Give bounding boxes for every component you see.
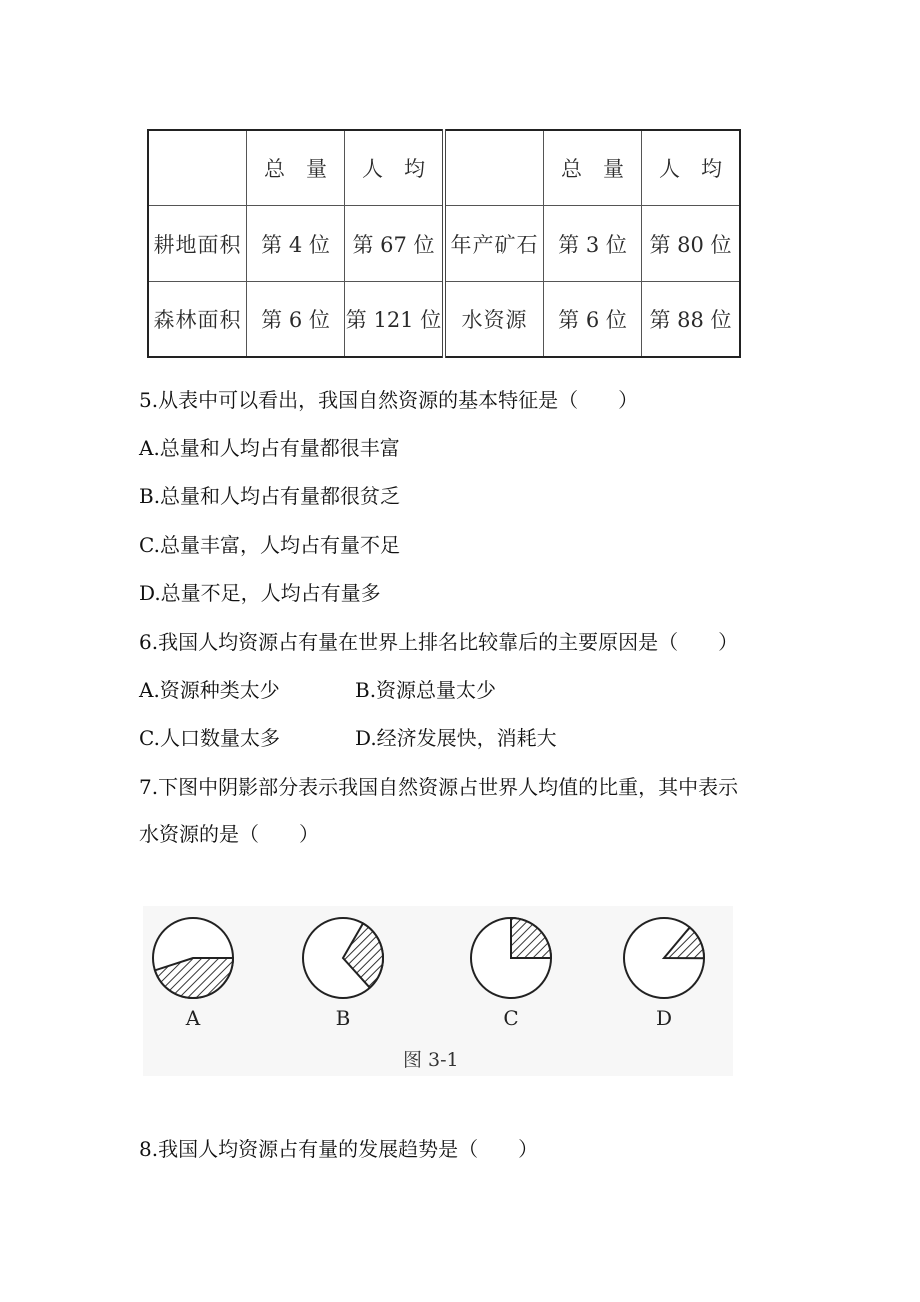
table-header-cell: 总 量 xyxy=(544,130,642,206)
figure-3-1 xyxy=(143,906,733,1076)
table-cell: 年产矿石 xyxy=(444,206,544,282)
question-6-option-c: C.人口数量太多 xyxy=(139,726,280,750)
question-6-stem: 6.我国人均资源占有量在世界上排名比较靠后的主要原因是（ ） xyxy=(139,630,739,654)
pie-c-shaded-sector xyxy=(511,918,551,958)
question-5-option-c: C.总量丰富，人均占有量不足 xyxy=(139,533,400,557)
question-5-option-d: D.总量不足，人均占有量多 xyxy=(139,581,381,605)
table-cell: 水资源 xyxy=(444,282,544,358)
table-header-cell xyxy=(148,130,247,206)
question-7-stem-line2: 水资源的是（ ） xyxy=(139,822,319,846)
table-header-row xyxy=(148,130,740,206)
table-cell: 森林面积 xyxy=(148,282,247,358)
pie-label: A xyxy=(185,1006,201,1030)
table-cell: 第 6 位 xyxy=(247,282,345,358)
table-cell: 耕地面积 xyxy=(148,206,247,282)
table-header-cell: 总 量 xyxy=(247,130,345,206)
table-cell: 第 80 位 xyxy=(642,206,741,282)
question-6-option-a: A.资源种类太少 xyxy=(139,678,280,702)
question-7-stem-line1: 7.下图中阴影部分表示我国自然资源占世界人均值的比重，其中表示 xyxy=(139,775,739,799)
table-cell: 第 3 位 xyxy=(544,206,642,282)
pie-label: C xyxy=(503,1006,519,1030)
table-header-cell: 人 均 xyxy=(642,130,741,206)
question-5-option-b: B.总量和人均占有量都很贫乏 xyxy=(139,484,401,508)
pie-label: B xyxy=(335,1006,351,1030)
table-header-cell: 人 均 xyxy=(345,130,445,206)
table-cell: 第 4 位 xyxy=(247,206,345,282)
question-8-stem: 8.我国人均资源占有量的发展趋势是（ ） xyxy=(139,1137,539,1161)
question-6-option-b: B.资源总量太少 xyxy=(355,678,497,702)
figure-caption: 图 3-1 xyxy=(403,1049,459,1071)
question-5-option-a: A.总量和人均占有量都很丰富 xyxy=(139,436,400,460)
pie-charts-figure xyxy=(143,906,733,1076)
pie-label: D xyxy=(655,1006,673,1030)
table-cell: 第 67 位 xyxy=(345,206,445,282)
table-row xyxy=(148,282,740,358)
resource-ranking-table xyxy=(147,129,741,358)
question-5-stem: 5.从表中可以看出，我国自然资源的基本特征是（ ） xyxy=(139,388,639,412)
table-cell: 第 88 位 xyxy=(642,282,741,358)
table-cell: 第 6 位 xyxy=(544,282,642,358)
table-row xyxy=(148,206,740,282)
question-6-option-d: D.经济发展快，消耗大 xyxy=(355,726,557,750)
table-header-cell xyxy=(444,130,544,206)
table-cell: 第 121 位 xyxy=(345,282,445,358)
